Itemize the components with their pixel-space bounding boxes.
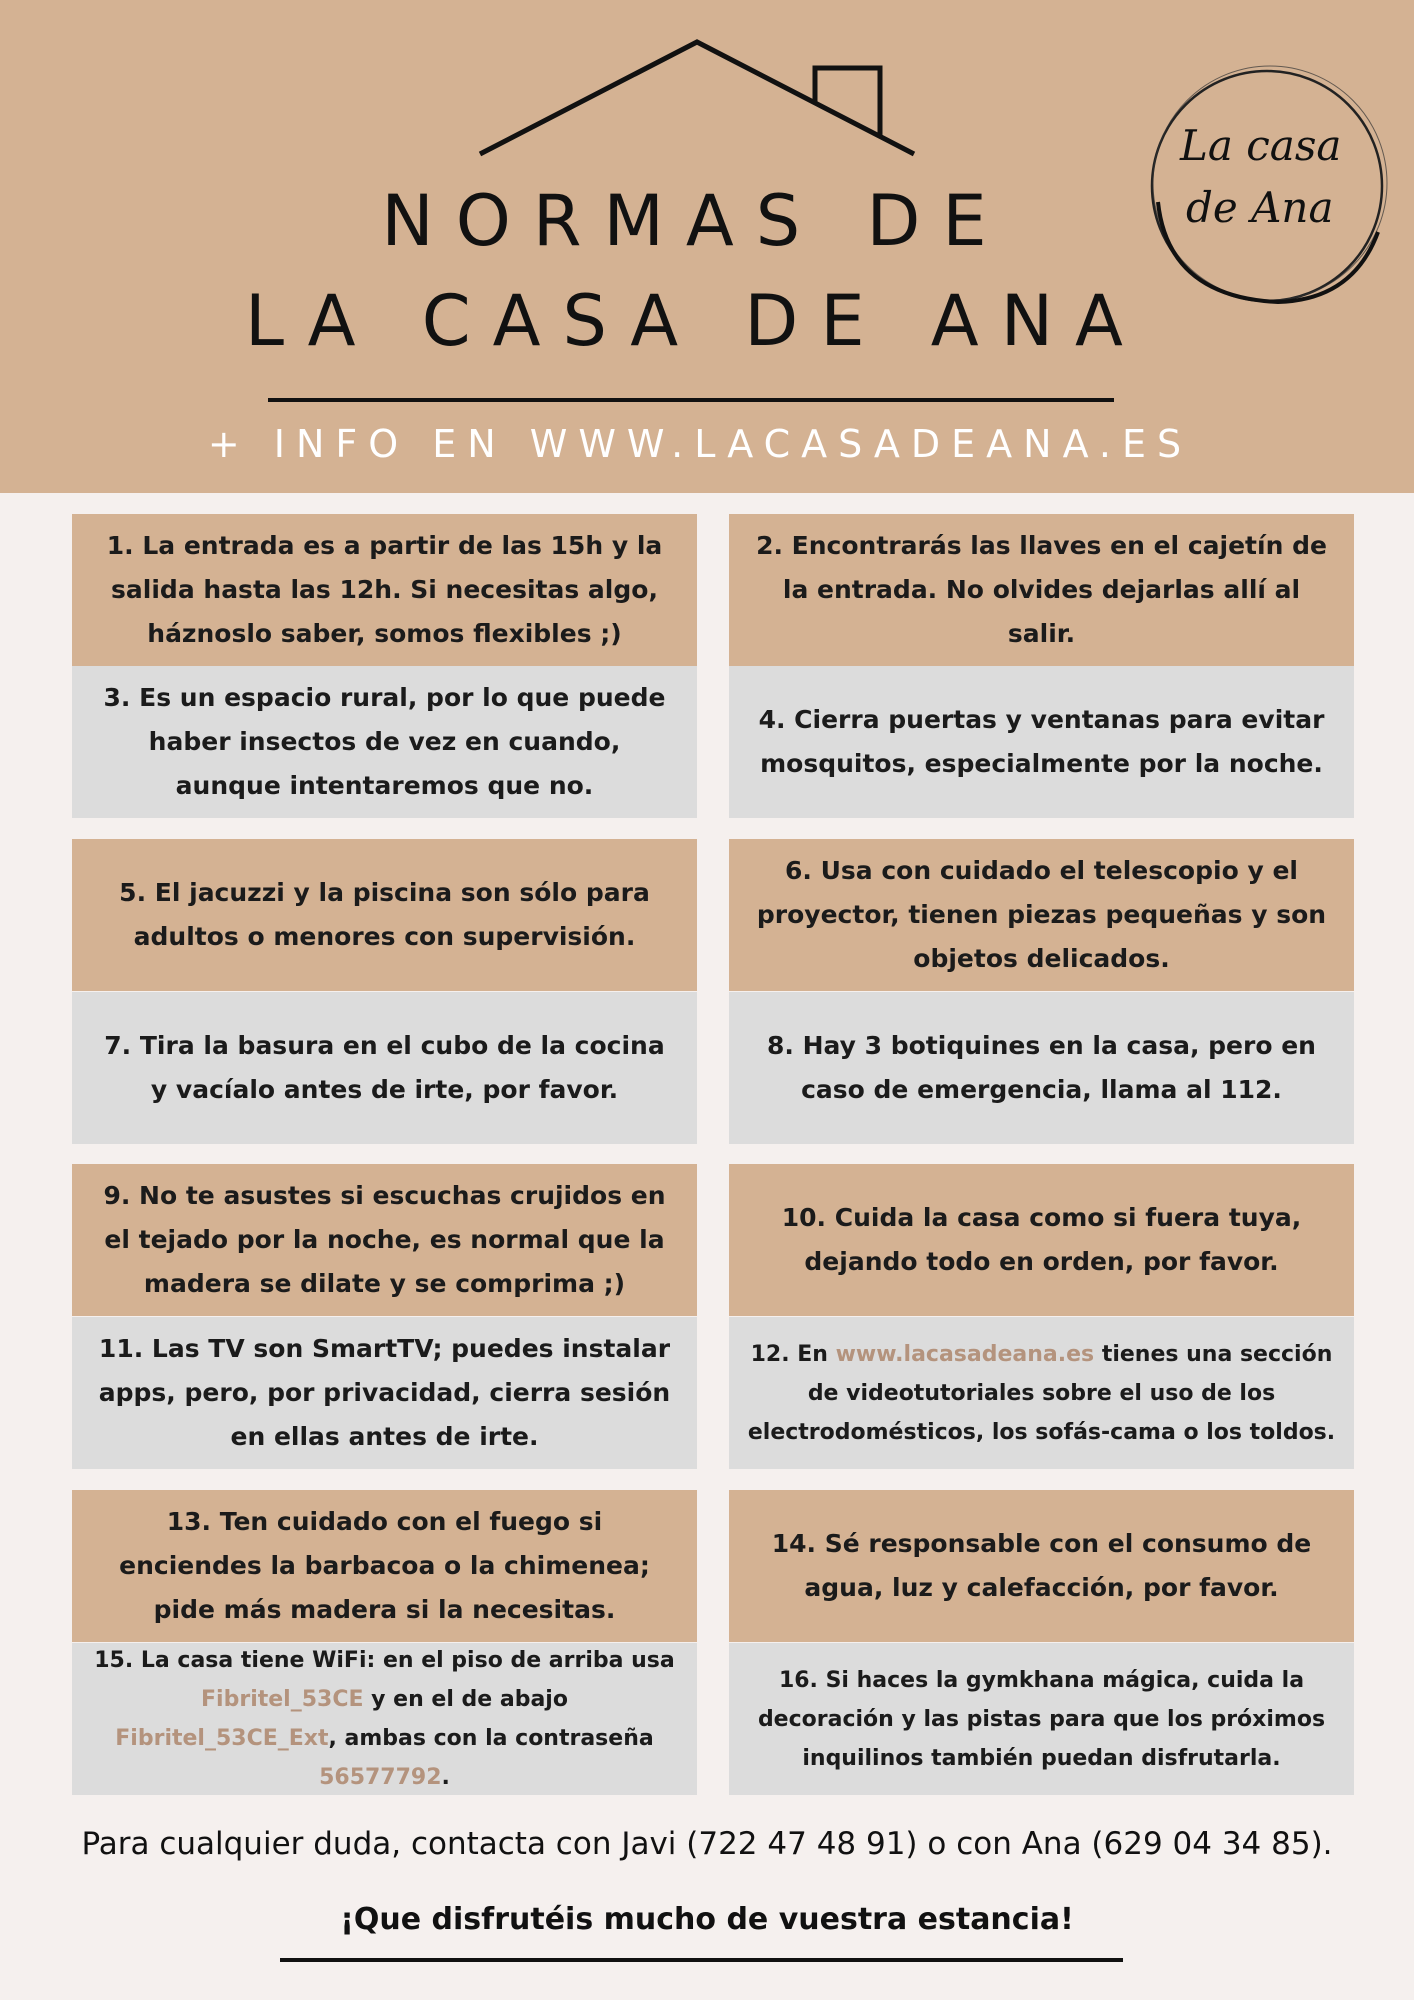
rule-card-3: 3. Es un espacio rural, por lo que puede haber insectos de vez en cuando, aunque intentaremos que no.	[72, 666, 697, 818]
website-subtitle: + INFO EN WWW.LACASADEANA.ES	[207, 422, 1193, 466]
rule-card-11: 11. Las TV son SmartTV; puedes instalar apps, pero, por privacidad, cierra sesión en ellas antes de irte.	[72, 1317, 697, 1469]
rule-card-1: 1. La entrada es a partir de las 15h y la salida hasta las 12h. Si necesitas algo, háznoslo saber, somos flexibles ;)	[72, 514, 697, 666]
rule-card-4: 4. Cierra puertas y ventanas para evitar mosquitos, especialmente por la noche.	[729, 666, 1354, 818]
rule-card-6: 6. Usa con cuidado el telescopio y el proyector, tienen piezas pequeñas y son objetos delicados.	[729, 839, 1354, 991]
rule-card-14: 14. Sé responsable con el consumo de agua, luz y calefacción, por favor.	[729, 1490, 1354, 1642]
rule-card-8: 8. Hay 3 botiquines en la casa, pero en caso de emergencia, llama al 112.	[729, 992, 1354, 1144]
wifi-network-upstairs: Fibritel_53CE	[201, 1687, 364, 1712]
closing-divider	[280, 1958, 1123, 1962]
wifi-password: 56577792	[319, 1765, 442, 1790]
closing-message: ¡Que disfrutéis mucho de vuestra estancia!	[340, 1902, 1074, 1937]
header-banner	[0, 0, 1414, 493]
logo-text-line1: La casa	[1180, 121, 1342, 170]
title-divider	[268, 398, 1114, 402]
logo-text-line2: de Ana	[1186, 183, 1334, 232]
rule-card-16: 16. Si haces la gymkhana mágica, cuida la decoración y las pistas para que los próximos inquilinos también puedan disfrutarla.	[729, 1643, 1354, 1795]
rule-card-7: 7. Tira la basura en el cubo de la cocina y vacíalo antes de irte, por favor.	[72, 992, 697, 1144]
house-roof-icon	[470, 30, 930, 170]
page-title-line2: LA CASA DE ANA	[245, 280, 1145, 362]
page-title-line1: NORMAS DE	[381, 180, 1009, 262]
rule-card-15: 15. La casa tiene WiFi: en el piso de arriba usa Fibritel_53CE y en el de abajo Fibritel_53CE_Ext, ambas con la contraseña 56577792.	[72, 1643, 697, 1795]
rule-card-9: 9. No te asustes si escuchas crujidos en el tejado por la noche, es normal que la madera se dilate y se comprima ;)	[72, 1164, 697, 1316]
website-link[interactable]: www.lacasadeana.es	[835, 1341, 1095, 1367]
rule-card-5: 5. El jacuzzi y la piscina son sólo para adultos o menores con supervisión.	[72, 839, 697, 991]
wifi-network-downstairs: Fibritel_53CE_Ext	[115, 1726, 329, 1751]
rule-card-2: 2. Encontrarás las llaves en el cajetín de la entrada. No olvides dejarlas allí al salir.	[729, 514, 1354, 666]
contact-info: Para cualquier duda, contacta con Javi (722 47 48 91) o con Ana (629 04 34 85).	[81, 1826, 1333, 1862]
logo-seal	[1138, 52, 1396, 320]
rule-card-12: 12. En www.lacasadeana.es tienes una sección de videotutoriales sobre el uso de los electrodomésticos, los sofás-cama o los toldos.	[729, 1317, 1354, 1469]
rule-card-10: 10. Cuida la casa como si fuera tuya, dejando todo en orden, por favor.	[729, 1164, 1354, 1316]
rule-card-13: 13. Ten cuidado con el fuego si enciendes la barbacoa o la chimenea; pide más madera si la necesitas.	[72, 1490, 697, 1642]
